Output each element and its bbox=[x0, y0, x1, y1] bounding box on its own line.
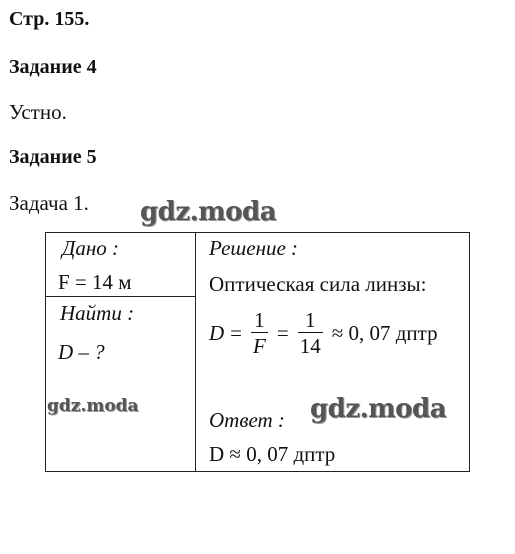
find-value: D – ? bbox=[58, 340, 105, 364]
fraction-2-denominator: 14 bbox=[299, 334, 321, 358]
task4-title: Задание 4 bbox=[9, 56, 97, 78]
find-label: Найти : bbox=[60, 301, 135, 325]
watermark-left: gdz.moda bbox=[47, 396, 139, 416]
formula-lhs: D bbox=[209, 321, 225, 345]
given-value: F = 14 м bbox=[58, 270, 132, 294]
page-header: Стр. 155. bbox=[9, 8, 90, 30]
task5-problem: Задача 1. bbox=[9, 191, 89, 215]
fraction-1-numerator: 1 bbox=[251, 308, 268, 333]
watermark-top: gdz.moda bbox=[140, 197, 277, 227]
formula-eq2: = bbox=[276, 321, 289, 345]
formula-fraction-2 bbox=[298, 308, 323, 359]
formula-approx: ≈ 0, 07 дптр bbox=[331, 321, 438, 345]
task5-title: Задание 5 bbox=[9, 146, 97, 168]
formula bbox=[209, 308, 438, 359]
answer-value: D ≈ 0, 07 дптр bbox=[209, 442, 336, 466]
solution-label: Решение : bbox=[209, 236, 299, 260]
table-divider-horizontal bbox=[45, 296, 196, 297]
solution-text: Оптическая сила линзы: bbox=[209, 272, 427, 296]
task4-text: Устно. bbox=[9, 100, 67, 124]
formula-eq1: = bbox=[230, 321, 243, 345]
fraction-2-numerator: 1 bbox=[298, 308, 323, 333]
watermark-answer: gdz.moda bbox=[310, 394, 447, 424]
given-label: Дано : bbox=[62, 236, 120, 260]
answer-label: Ответ : bbox=[209, 408, 285, 432]
table-divider-vertical bbox=[195, 232, 196, 472]
fraction-1-denominator: F bbox=[253, 334, 266, 358]
formula-fraction-1 bbox=[251, 308, 268, 359]
